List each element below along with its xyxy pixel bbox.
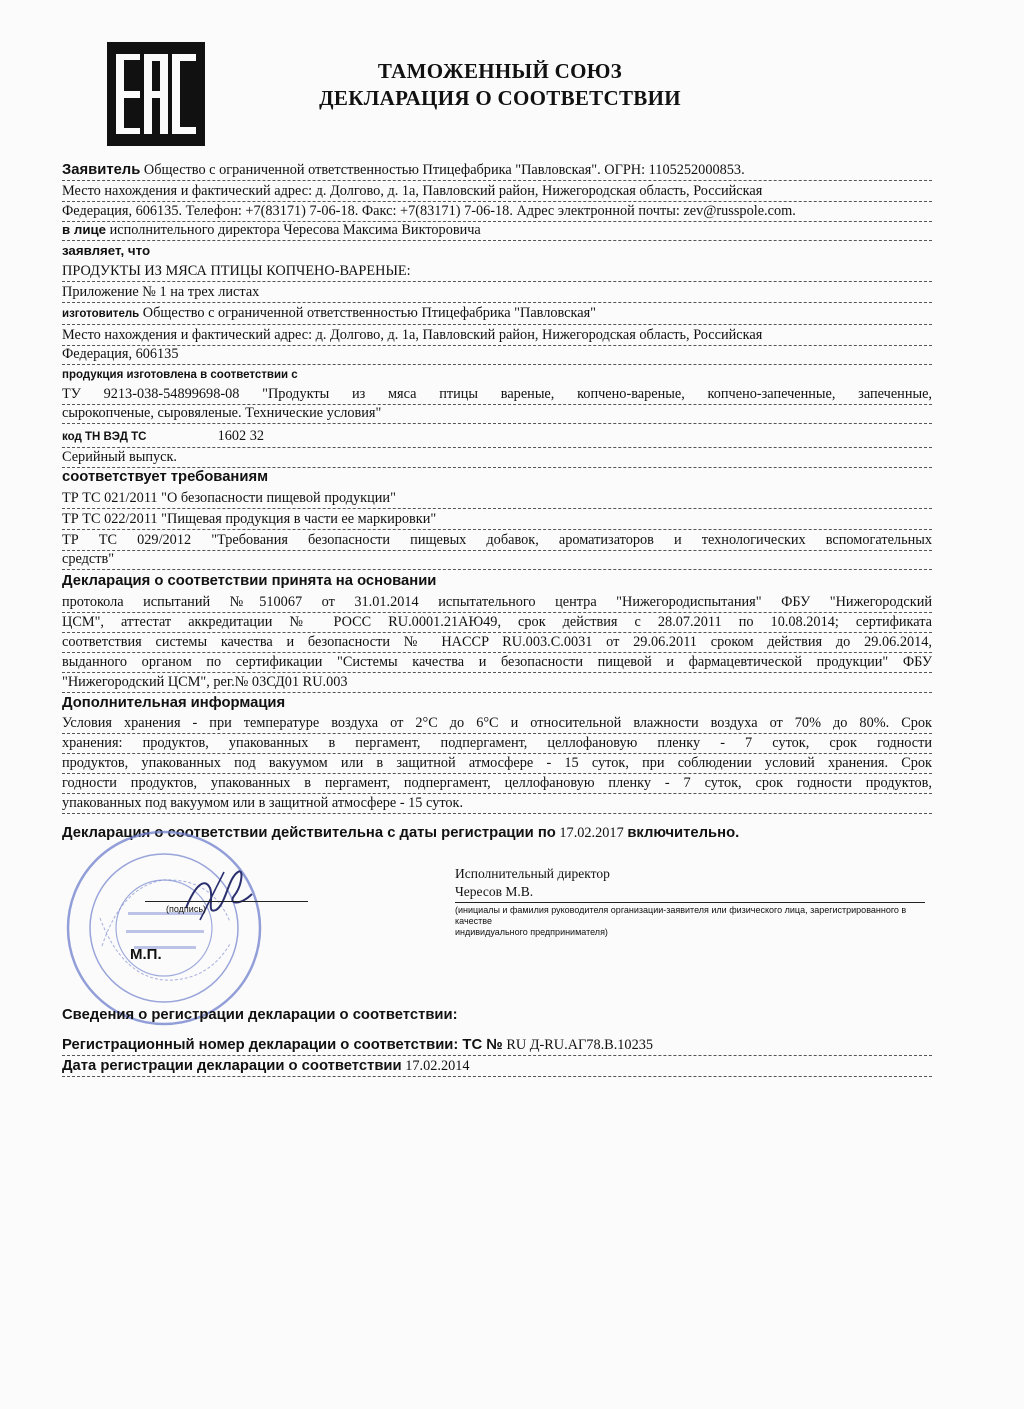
product-appendix: Приложение № 1 на трех листах bbox=[62, 282, 932, 303]
applicant-address-1: Место нахождения и фактический адрес: д. Долгово, д. 1а, Павловский район, Нижегородская область, Российская bbox=[62, 181, 932, 202]
signer-note-1: (инициалы и фамилия руководителя организации-заявителя или физического лица, зарегистрированного в качестве bbox=[455, 905, 907, 926]
code-value: 1602 32 bbox=[217, 428, 265, 444]
manufacturer-address-1: Место нахождения и фактический адрес: д. Долгово, д. 1а, Павловский район, Нижегородская область, Российская bbox=[62, 325, 932, 346]
registration-date-value: 17.02.2014 bbox=[405, 1058, 470, 1074]
manufacturer-line bbox=[62, 303, 932, 325]
mp-mark: М.П. bbox=[130, 946, 162, 963]
basis-line-4: выданного органом по сертификации "Системы качества и безопасности пищевой и фармацевтической продукции" ФБУ bbox=[62, 652, 932, 673]
made-according-label: продукция изготовлена в соответствии с bbox=[62, 369, 298, 381]
code-line bbox=[62, 426, 932, 448]
basis-line-5: "Нижегородский ЦСМ", рег.№ 03СД01 RU.003 bbox=[62, 672, 932, 693]
basis-label: Декларация о соответствии принята на основании bbox=[62, 573, 437, 589]
header-declaration: ДЕКЛАРАЦИЯ О СООТВЕТСТВИИ bbox=[319, 86, 681, 110]
additional-heading-line bbox=[62, 693, 932, 713]
manufacturer-text: Общество с ограниченной ответственностью Птицефабрика "Павловская" bbox=[142, 305, 597, 321]
manufacturer-label: изготовитель bbox=[62, 308, 140, 320]
representative-text: исполнительного директора Чересова Максима Викторовича bbox=[109, 222, 481, 238]
round-seal bbox=[62, 826, 267, 1031]
header-union: ТАМОЖЕННЫЙ СОЮЗ bbox=[377, 59, 623, 83]
signature-caption: (подпись) bbox=[166, 904, 207, 914]
requirement-3a: ТР ТС 029/2012 "Требования безопасности пищевых добавок, ароматизаторов и технологических вспомогательных bbox=[62, 530, 932, 551]
requirement-1: ТР ТС 021/2011 "О безопасности пищевой продукции" bbox=[62, 488, 932, 509]
validity-prefix: Декларация о соответствии действительна с даты регистрации по bbox=[62, 825, 556, 841]
requirements-label: соответствует требованиям bbox=[62, 469, 269, 485]
serial-line: Серийный выпуск. bbox=[62, 447, 932, 468]
declares-line bbox=[62, 241, 932, 261]
additional-line-2: хранения: продуктов, упакованных в пергамент, подпергамент, целлофановую пленку - 7 суток, срок годности bbox=[62, 733, 932, 754]
requirement-2: ТР ТС 022/2011 "Пищевая продукция в части ее маркировки" bbox=[62, 509, 932, 530]
additional-line-4: годности продуктов, упакованных в пергамент, подпергамент, целлофановую пленку - 7 суток, срок годности продуктов, bbox=[62, 773, 932, 794]
declares-label: заявляет, что bbox=[62, 243, 151, 258]
basis-line-3: соответствия системы качества и безопасности № HACCP RU.003.C.0031 от 29.06.2011 сроком действия до 29.06.2014, bbox=[62, 632, 932, 653]
applicant-text: Общество с ограниченной ответственностью Птицефабрика "Павловская". ОГРН: 1105252000853. bbox=[143, 162, 745, 178]
signer-note bbox=[455, 905, 925, 938]
additional-line-5: упакованных под вакуумом или в защитной атмосфере - 15 суток. bbox=[62, 793, 932, 814]
registration-date-label: Дата регистрации декларации о соответствии bbox=[62, 1058, 402, 1074]
code-label: код ТН ВЭД ТС bbox=[62, 431, 147, 443]
applicant-label: Заявитель bbox=[62, 162, 141, 178]
requirement-3b: средств" bbox=[62, 549, 932, 570]
registration-number-line bbox=[62, 1035, 932, 1056]
tu-line-2: сырокопченые, сыровяленые. Технические условия" bbox=[62, 403, 932, 424]
applicant-line bbox=[62, 160, 932, 181]
applicant-address-2: Федерация, 606135. Телефон: +7(83171) 7-06-18. Факс: +7(83171) 7-06-18. Адрес электронной почты: zev@russpole.com. bbox=[62, 201, 932, 222]
signer-line bbox=[455, 902, 925, 903]
signer-position: Исполнительный директор bbox=[455, 866, 610, 881]
additional-label: Дополнительная информация bbox=[62, 695, 286, 711]
registration-number-value: RU Д-RU.АГ78.В.10235 bbox=[506, 1037, 654, 1053]
signer-name: Чересов М.В. bbox=[455, 884, 534, 899]
basis-heading-line bbox=[62, 571, 932, 591]
representative-line bbox=[62, 220, 932, 241]
signature-line bbox=[145, 901, 308, 902]
basis-line-2: ЦСМ", аттестат аккредитации № РОСС RU.0001.21АЮ49, срок действия с 28.07.2011 по 10.08.2014; сертификата bbox=[62, 612, 932, 633]
document-header bbox=[240, 58, 760, 112]
validity-suffix: включительно. bbox=[627, 825, 740, 841]
tu-line-1: ТУ 9213-038-54899698-08 "Продукты из мяса птицы вареные, копчено-вареные, копчено-запеченные, запеченные, bbox=[62, 384, 932, 405]
registration-number-label: Регистрационный номер декларации о соответствии: ТС № bbox=[62, 1037, 503, 1053]
signer-note-2: индивидуального предпринимателя) bbox=[455, 927, 608, 937]
additional-line-1: Условия хранения - при температуре воздуха от 2°С до 6°С и относительной влажности воздуха от 70% до 80%. Срок bbox=[62, 713, 932, 734]
registration-date-line bbox=[62, 1056, 932, 1077]
requirements-heading-line bbox=[62, 467, 932, 487]
handwritten-signature bbox=[180, 858, 260, 928]
basis-line-1: протокола испытаний №510067 от 31.01.2014 испытательного центра "Нижегородиспытания" ФБУ "Нижегородский bbox=[62, 592, 932, 613]
representative-label: в лице bbox=[62, 222, 107, 237]
registration-title: Сведения о регистрации декларации о соответствии: bbox=[62, 1007, 458, 1023]
made-according-line bbox=[62, 364, 932, 385]
validity-date: 17.02.2017 bbox=[559, 825, 624, 841]
product-name: ПРОДУКТЫ ИЗ МЯСА ПТИЦЫ КОПЧЕНО-ВАРЕНЫЕ: bbox=[62, 261, 932, 282]
manufacturer-address-2: Федерация, 606135 bbox=[62, 344, 932, 365]
registration-title-line bbox=[62, 1005, 932, 1025]
additional-line-3: продуктов, упакованных под вакуумом или в защитной атмосфере - 15 суток, при соблюдении условий хранения. Срок bbox=[62, 753, 932, 774]
eac-logo bbox=[107, 42, 205, 146]
